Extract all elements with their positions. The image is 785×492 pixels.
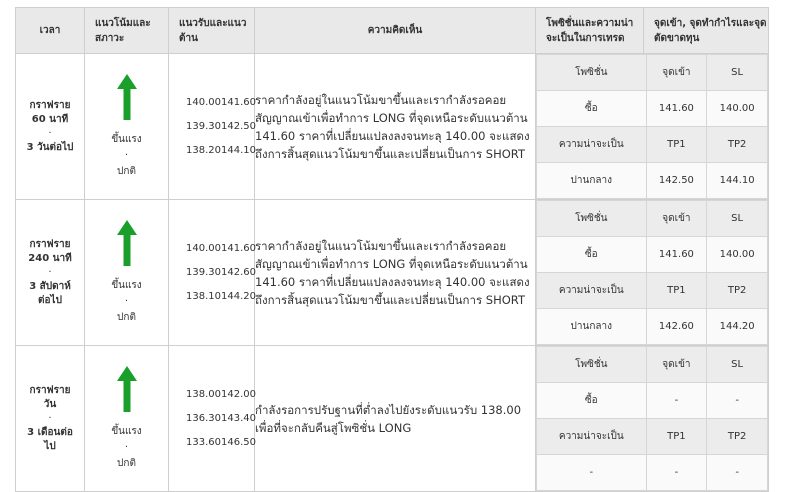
table-row: [16, 200, 769, 346]
support-value: 138.20: [186, 145, 221, 156]
resistance-value: 142.60: [221, 267, 256, 278]
entry-value: 141.60: [646, 91, 707, 127]
tp2-label: TP2: [707, 419, 768, 455]
support-value: 139.30: [186, 267, 221, 278]
support-value: 139.30: [186, 121, 221, 132]
levels-cell: [169, 200, 255, 346]
trend-cell: [85, 346, 169, 492]
support-value: 140.00: [186, 243, 221, 254]
level-pair: [169, 91, 254, 115]
position-table: [536, 54, 768, 199]
header-levels: แนวรับและแนวต้าน: [169, 8, 255, 54]
position-value-row: [537, 91, 768, 127]
tp2-label: TP2: [707, 273, 768, 309]
resistance-value: 141.60: [221, 97, 256, 108]
probability-header-row: [537, 127, 768, 163]
period-label: กราฟราย: [29, 99, 71, 111]
resistance-value: 142.00: [221, 389, 256, 400]
tp1-value: 142.60: [646, 309, 707, 345]
position-cell: [536, 346, 769, 492]
position-cell: [536, 54, 769, 200]
header-time: เวลา: [16, 8, 85, 54]
level-pair: [169, 115, 254, 139]
sl-value: 140.00: [707, 91, 768, 127]
level-pair: [169, 237, 254, 261]
period-horizon: 3 วันต่อไป: [26, 141, 74, 153]
levels-cell: [169, 54, 255, 200]
position-value-row: [537, 383, 768, 419]
tp2-value: 144.10: [707, 163, 768, 199]
header-trend: แนวโน้มและสภาวะ: [85, 8, 169, 54]
resistance-value: 141.60: [221, 243, 256, 254]
up-arrow-icon: [117, 220, 137, 266]
entry-value: 141.60: [646, 237, 707, 273]
position-table: [536, 200, 768, 345]
tp1-value: -: [646, 455, 707, 491]
tp1-label: TP1: [646, 273, 707, 309]
probability-header-row: [537, 419, 768, 455]
probability-value-row: [537, 309, 768, 345]
trend-label: ขึ้นแรง: [111, 425, 142, 437]
comment-cell: ราคากำลังอยู่ในแนวโน้มขาขึ้นและเรากำลังรอคอยสัญญาณเข้าเพื่อทำการ LONG ที่จุดเหนือระดับแนวต้าน 141.60 ราคาที่เปลี่ยนแปลงลงจนทะลุ 140.00 จะแสดงถึงการสิ้นสุดแนวโน้มขาขึ้นและเปลี่ยนเป็นการ SHORT: [255, 54, 536, 200]
condition-label: ปกติ: [117, 457, 136, 469]
entry-label: จุดเข้า: [646, 55, 707, 91]
tp2-value: -: [707, 455, 768, 491]
resistance-value: 143.40: [221, 413, 256, 424]
support-value: 140.00: [186, 97, 221, 108]
period-separator: ·: [48, 412, 52, 424]
level-pair: [169, 261, 254, 285]
resistance-value: 142.50: [221, 121, 256, 132]
support-value: 133.60: [186, 437, 221, 448]
probability-value: ปานกลาง: [537, 309, 647, 345]
position-cell: [536, 200, 769, 346]
period-horizon: 3 สัปดาห์: [29, 280, 71, 292]
position-header-row: [537, 55, 768, 91]
table-row: [16, 54, 769, 200]
support-value: 136.30: [186, 413, 221, 424]
period-interval: 240 นาที: [28, 252, 72, 264]
period-cell: [16, 200, 85, 346]
levels-cell: [169, 346, 255, 492]
position-header-row: [537, 201, 768, 237]
tp2-value: 144.20: [707, 309, 768, 345]
resistance-value: 144.10: [221, 145, 256, 156]
tp2-label: TP2: [707, 127, 768, 163]
period-cell: [16, 54, 85, 200]
trend-cell: [85, 200, 169, 346]
probability-label: ความน่าจะเป็น: [537, 273, 647, 309]
tp1-label: TP1: [646, 419, 707, 455]
sl-value: 140.00: [707, 237, 768, 273]
period-horizon-cont: ไป: [44, 440, 56, 452]
period-interval: วัน: [43, 398, 57, 410]
trend-separator: ·: [124, 295, 129, 307]
period-cell: [16, 346, 85, 492]
probability-value: ปานกลาง: [537, 163, 647, 199]
tp1-value: 142.50: [646, 163, 707, 199]
level-pair: [169, 139, 254, 163]
condition-label: ปกติ: [117, 311, 136, 323]
table-row: [16, 346, 769, 492]
entry-label: จุดเข้า: [646, 201, 707, 237]
entry-value: -: [646, 383, 707, 419]
header-targets: จุดเข้า, จุดทำกำไรและจุดตัดขาดทุน: [644, 8, 769, 54]
up-arrow-icon: [117, 366, 137, 412]
comment-cell: ราคากำลังอยู่ในแนวโน้มขาขึ้นและเรากำลังรอคอยสัญญาณเข้าเพื่อทำการ LONG ที่จุดเหนือระดับแนวต้าน 141.60 ราคาที่เปลี่ยนแปลงลงจนทะลุ 140.00 จะแสดงถึงการสิ้นสุดแนวโน้มขาขึ้นและเปลี่ยนเป็นการ SHORT: [255, 200, 536, 346]
sl-value: -: [707, 383, 768, 419]
position-header-row: [537, 347, 768, 383]
level-pair: [169, 407, 254, 431]
position-value-row: [537, 237, 768, 273]
probability-header-row: [537, 273, 768, 309]
entry-label: จุดเข้า: [646, 347, 707, 383]
probability-label: ความน่าจะเป็น: [537, 419, 647, 455]
position-label: โพซิชั่น: [537, 55, 647, 91]
period-label: กราฟราย: [29, 238, 71, 250]
header-position: โพซิชั่นและความน่าจะเป็นในการเทรด: [536, 8, 644, 54]
position-label: โพซิชั่น: [537, 347, 647, 383]
trend-label: ขึ้นแรง: [111, 279, 142, 291]
position-value: ซื้อ: [537, 383, 647, 419]
position-value: ซื้อ: [537, 237, 647, 273]
trend-cell: [85, 54, 169, 200]
period-horizon-cont: ต่อไป: [38, 294, 62, 306]
position-value: ซื้อ: [537, 91, 647, 127]
sl-label: SL: [707, 201, 768, 237]
period-separator: ·: [48, 266, 52, 278]
period-interval: 60 นาที: [31, 113, 69, 125]
level-pair: [169, 431, 254, 455]
support-value: 138.10: [186, 291, 221, 302]
condition-label: ปกติ: [117, 165, 136, 177]
resistance-value: 144.20: [221, 291, 256, 302]
level-pair: [169, 285, 254, 309]
header-row: [16, 8, 769, 54]
resistance-value: 146.50: [221, 437, 256, 448]
period-label: กราฟราย: [29, 384, 71, 396]
period-separator: ·: [48, 127, 52, 139]
period-horizon: 3 เดือนต่อ: [27, 426, 73, 438]
position-label: โพซิชั่น: [537, 201, 647, 237]
probability-value-row: [537, 163, 768, 199]
position-table: [536, 346, 768, 491]
trading-table: [15, 7, 769, 492]
up-arrow-icon: [117, 74, 137, 120]
comment-cell: กำลังรอการปรับฐานที่ต่ำลงไปยังระดับแนวรับ 138.00 เพื่อที่จะกลับคืนสู่โพซิชั่น LONG: [255, 346, 536, 492]
probability-value: -: [537, 455, 647, 491]
trend-label: ขึ้นแรง: [111, 133, 142, 145]
sl-label: SL: [707, 55, 768, 91]
support-value: 138.00: [186, 389, 221, 400]
header-comment: ความคิดเห็น: [255, 8, 536, 54]
probability-label: ความน่าจะเป็น: [537, 127, 647, 163]
trend-separator: ·: [124, 149, 129, 161]
trend-separator: ·: [124, 441, 129, 453]
sl-label: SL: [707, 347, 768, 383]
tp1-label: TP1: [646, 127, 707, 163]
level-pair: [169, 383, 254, 407]
probability-value-row: [537, 455, 768, 491]
